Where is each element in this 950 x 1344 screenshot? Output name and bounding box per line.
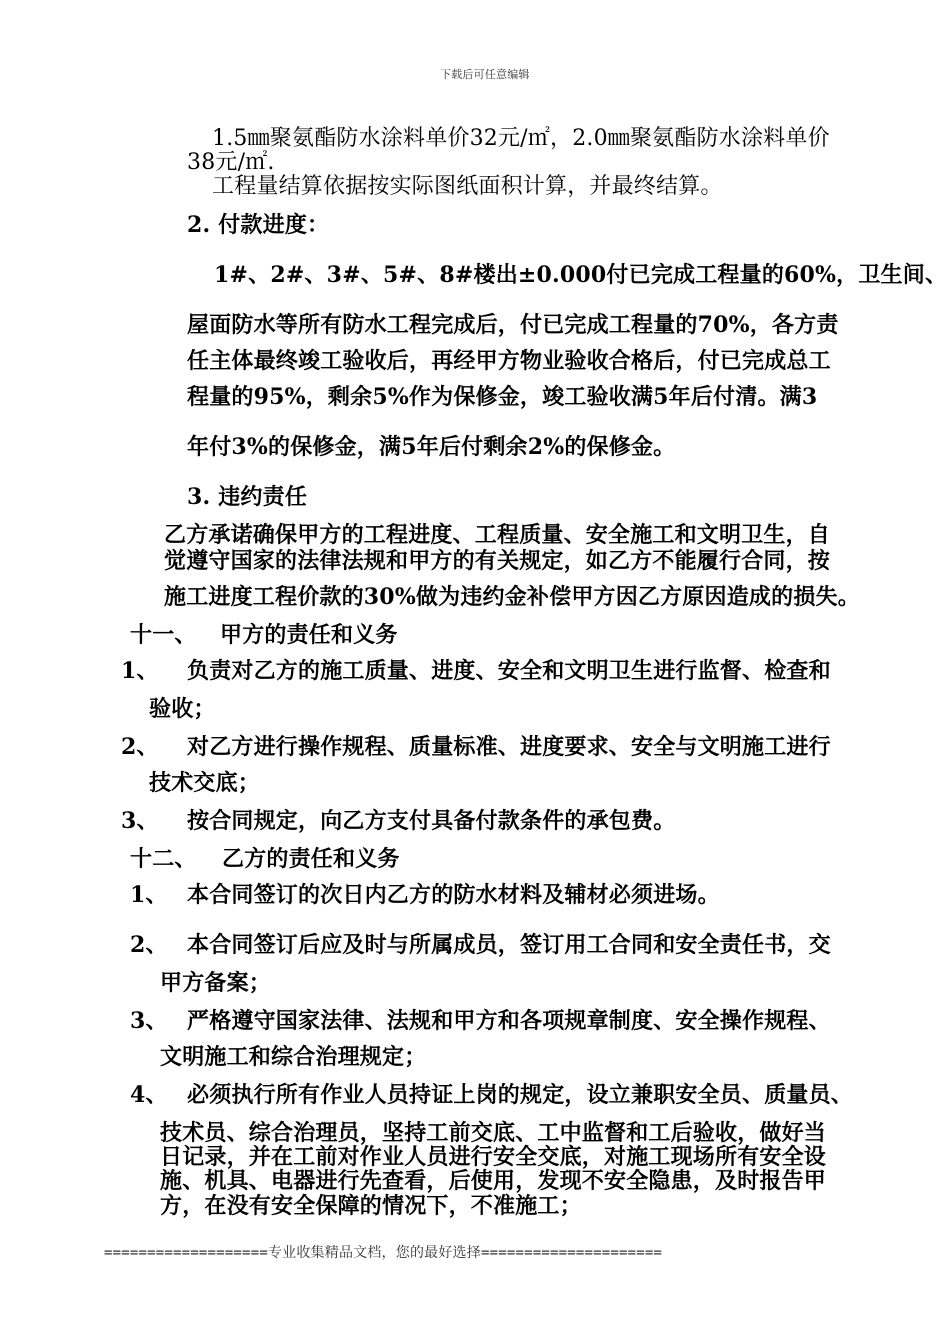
s11-item-number: 2、 bbox=[121, 734, 159, 760]
s12-item-text: 技术员、综合治理员，坚持工前交底、工中监督和工后验收，做好当 bbox=[160, 1120, 827, 1146]
payment-line: 任主体最终竣工验收后，再经甲方物业验收合格后，付已完成总工 bbox=[187, 348, 831, 374]
s12-item-text: 本合同签订后应及时与所属成员，签订用工合同和安全责任书，交 bbox=[187, 932, 831, 958]
section-12-number: 十二、 bbox=[130, 846, 197, 872]
pricing-line-3: 工程量结算依据按实际图纸面积计算，并最终结算。 bbox=[212, 174, 723, 199]
payment-line: 年付3%的保修金，满5年后付剩余2%的保修金。 bbox=[187, 434, 676, 460]
s11-item-text: 对乙方进行操作规程、质量标准、进度要求、安全与文明施工进行 bbox=[187, 734, 831, 760]
pricing-line-1: 1.5㎜聚氨酯防水涂料单价32元/㎡，2.0㎜聚氨酯防水涂料单价 bbox=[212, 126, 830, 151]
payment-heading: 2. 付款进度： bbox=[187, 212, 330, 238]
payment-line: 1#、2#、3#、5#、8#楼出±0.000付已完成工程量的60%，卫生间、 bbox=[214, 262, 948, 288]
s11-item-text: 验收； bbox=[149, 696, 216, 722]
breach-heading: 3. 违约责任 bbox=[187, 484, 308, 510]
s12-item-text: 严格遵守国家法律、法规和甲方和各项规章制度、安全操作规程、 bbox=[187, 1008, 831, 1034]
s11-item-number: 1、 bbox=[121, 658, 159, 684]
s11-item-text: 技术交底； bbox=[149, 770, 261, 796]
s12-item-text: 日记录，并在工前对作业人员进行安全交底，对施工现场所有安全设 bbox=[160, 1144, 827, 1170]
section-11-number: 十一、 bbox=[130, 622, 197, 648]
s12-item-number: 3、 bbox=[130, 1008, 168, 1034]
s11-item-text: 按合同规定，向乙方支付具备付款条件的承包费。 bbox=[187, 808, 676, 834]
payment-line: 程量的95%，剩余5%作为保修金，竣工验收满5年后付清。满3 bbox=[187, 384, 818, 410]
s12-item-number: 1、 bbox=[130, 882, 168, 908]
s12-item-number: 2、 bbox=[130, 932, 168, 958]
s11-item-number: 3、 bbox=[121, 808, 159, 834]
pricing-line-2: 38元/㎡. bbox=[187, 150, 275, 175]
s12-item-text: 甲方备案； bbox=[160, 970, 272, 996]
breach-line: 觉遵守国家的法律法规和甲方的有关规定，如乙方不能履行合同，按 bbox=[164, 548, 831, 574]
page-header: 下载后可任意编辑 bbox=[440, 68, 530, 81]
payment-line: 屋面防水等所有防水工程完成后，付已完成工程量的70%，各方责 bbox=[187, 312, 839, 338]
s11-item-text: 负责对乙方的施工质量、进度、安全和文明卫生进行监督、检查和 bbox=[187, 658, 831, 684]
page-footer: ===================专业收集精品文档，您的最好选择===================== bbox=[104, 1245, 663, 1261]
breach-line: 乙方承诺确保甲方的工程进度、工程质量、安全施工和文明卫生，自 bbox=[164, 522, 831, 548]
s12-item-text: 必须执行所有作业人员持证上岗的规定，设立兼职安全员、质量员、 bbox=[187, 1082, 854, 1108]
s12-item-text: 施、机具、电器进行先查看，后使用，发现不安全隐患，及时报告甲 bbox=[160, 1168, 827, 1194]
s12-item-number: 4、 bbox=[130, 1082, 168, 1108]
s12-item-text: 方，在没有安全保障的情况下，不准施工； bbox=[160, 1193, 582, 1219]
s12-item-text: 文明施工和综合治理规定； bbox=[160, 1044, 427, 1070]
breach-line: 施工进度工程价款的30%做为违约金补偿甲方因乙方原因造成的损失。 bbox=[164, 584, 860, 610]
section-12-title: 乙方的责任和义务 bbox=[222, 846, 400, 872]
s12-item-text: 本合同签订的次日内乙方的防水材料及辅材必须进场。 bbox=[187, 882, 720, 908]
section-11-title: 甲方的责任和义务 bbox=[220, 622, 398, 648]
